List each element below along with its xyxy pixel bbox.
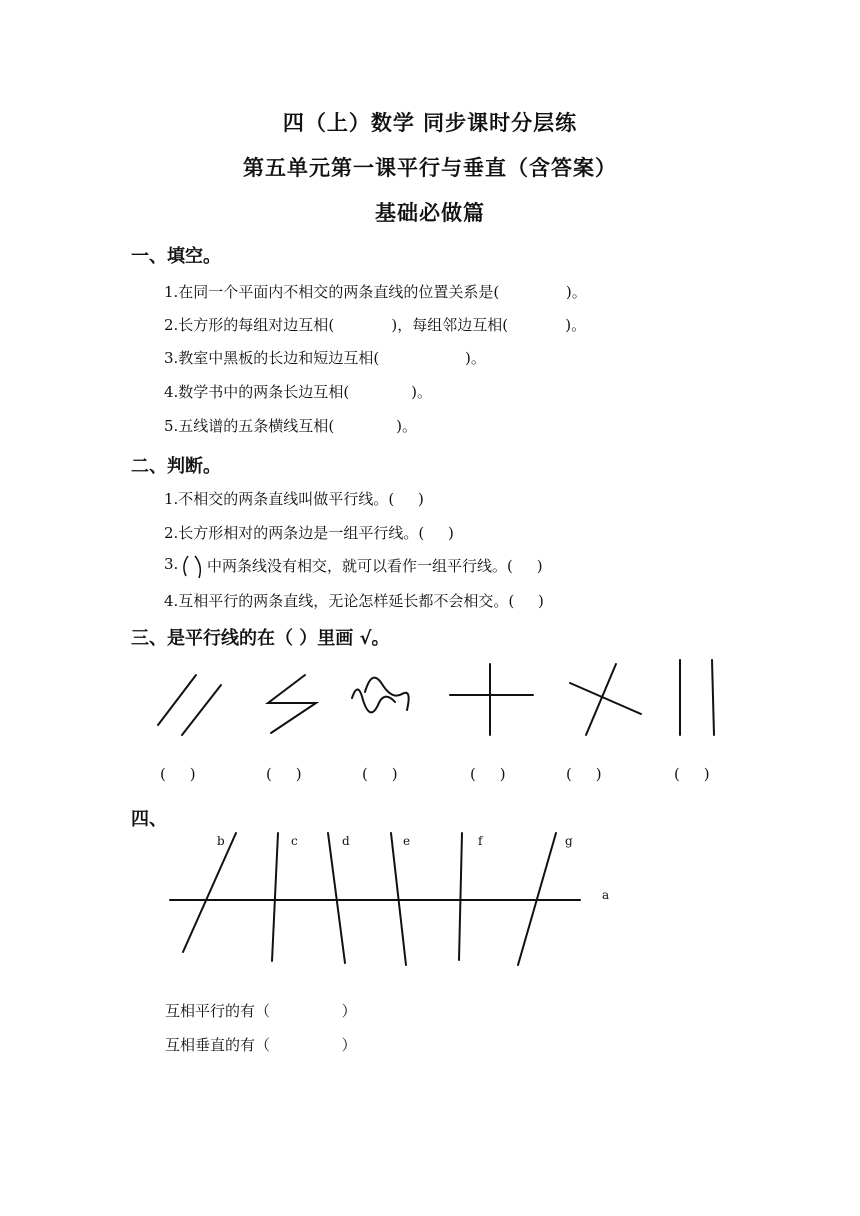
judge-item-3-prefix: 3. <box>164 555 179 573</box>
figure-2-answer-blank[interactable]: ( ) <box>266 765 302 783</box>
judge-item-3: 中两条线没有相交，就可以看作一组平行线。( ) <box>207 557 543 575</box>
parallel-pairs-question[interactable]: 互相平行的有（ ） <box>165 1002 357 1020</box>
fill-blank-item-2: 2.长方形的每组对边互相( )，每组邻边互相( )。 <box>164 316 587 334</box>
fill-blank-item-4: 4.数学书中的两条长边互相( )。 <box>164 383 433 401</box>
label-d: d <box>342 834 350 848</box>
page-subtitle: 第五单元第一课平行与垂直（含答案） <box>243 156 617 180</box>
level-title: 基础必做篇 <box>375 201 485 225</box>
page-title: 四（上）数学 同步课时分层练 <box>282 111 578 135</box>
label-g: g <box>565 834 573 848</box>
figure-4-answer-blank[interactable]: ( ) <box>470 765 506 783</box>
label-b: b <box>217 834 225 848</box>
fill-blank-item-1: 1.在同一个平面内不相交的两条直线的位置关系是( )。 <box>164 283 587 301</box>
line-d <box>328 833 345 963</box>
section-parallel-check-heading: 三、是平行线的在（ ）里画 √。 <box>131 628 390 649</box>
section-fill-blank-heading: 一、填空。 <box>131 246 221 267</box>
label-a: a <box>602 888 610 902</box>
figure-1-answer-blank[interactable]: ( ) <box>160 765 196 783</box>
judge-item-1: 1.不相交的两条直线叫做平行线。( ) <box>164 490 424 508</box>
label-e: e <box>403 834 411 848</box>
line-b <box>183 833 236 952</box>
figure-3-answer-blank[interactable]: ( ) <box>362 765 398 783</box>
line-c <box>272 833 278 961</box>
fill-blank-item-5: 5.五线谱的五条横线互相( )。 <box>164 417 418 435</box>
fill-blank-item-3: 3.教室中黑板的长边和短边互相( )。 <box>164 349 486 367</box>
label-f: f <box>478 834 483 848</box>
judge-item-4: 4.互相平行的两条直线，无论怎样延长都不会相交。( ) <box>164 592 544 610</box>
line-f <box>459 833 462 960</box>
section-four-heading: 四、 <box>131 809 167 830</box>
perpendicular-pairs-question[interactable]: 互相垂直的有（ ） <box>165 1036 357 1054</box>
figure-5-answer-blank[interactable]: ( ) <box>566 765 602 783</box>
figure-6-answer-blank[interactable]: ( ) <box>674 765 710 783</box>
judge-item-2: 2.长方形相对的两条边是一组平行线。( ) <box>164 524 454 542</box>
label-c: c <box>291 834 298 848</box>
section-judge-heading: 二、判断。 <box>131 456 221 477</box>
